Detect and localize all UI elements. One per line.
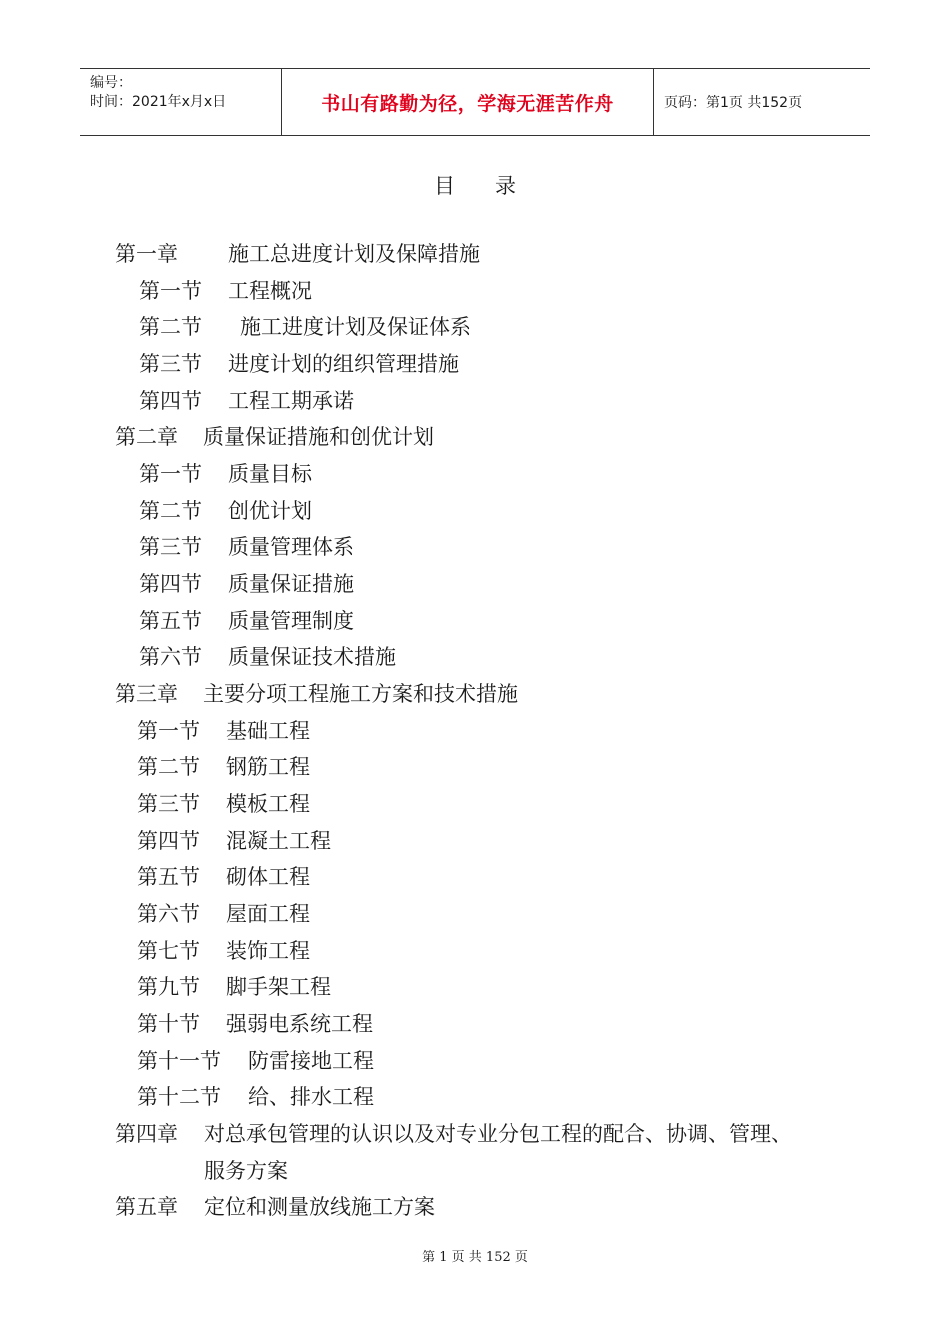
toc-chapter bbox=[115, 419, 434, 455]
toc-text: 施工总进度计划及保障措施 bbox=[228, 242, 480, 266]
toc-text: 给、排水工程 bbox=[248, 1085, 374, 1109]
toc-text: 质量目标 bbox=[228, 462, 312, 486]
page-info: 页码：第1页 共152页 bbox=[664, 95, 803, 111]
toc-text: 钢筋工程 bbox=[226, 755, 310, 779]
toc-number: 第一节 bbox=[137, 719, 200, 743]
toc-number: 第十一节 bbox=[137, 1049, 221, 1073]
toc-section bbox=[137, 896, 310, 932]
toc-section bbox=[139, 346, 459, 382]
page-footer: 第 1 页 共 152 页 bbox=[422, 1250, 528, 1265]
toc-text: 防雷接地工程 bbox=[248, 1049, 374, 1073]
toc-number: 第三节 bbox=[139, 352, 202, 376]
toc-section bbox=[139, 273, 312, 309]
toc-section bbox=[139, 383, 354, 419]
toc-number: 第一节 bbox=[139, 462, 202, 486]
toc-section bbox=[139, 566, 354, 602]
toc-text: 脚手架工程 bbox=[226, 975, 331, 999]
toc-chapter bbox=[115, 676, 518, 712]
toc-section bbox=[137, 749, 310, 785]
toc-number: 第一章 bbox=[115, 242, 178, 266]
toc-number: 第四节 bbox=[137, 829, 200, 853]
toc-section bbox=[137, 823, 331, 859]
toc-text: 强弱电系统工程 bbox=[226, 1012, 373, 1036]
time-label: 时间：2021年x月x日 bbox=[90, 94, 227, 110]
toc-text: 质量保证措施和创优计划 bbox=[203, 425, 434, 449]
number-label: 编号： bbox=[90, 75, 132, 91]
toc-number: 第三章 bbox=[115, 682, 178, 706]
toc-section bbox=[139, 603, 354, 639]
toc-text: 定位和测量放线施工方案 bbox=[204, 1195, 435, 1219]
toc-number: 第四章 bbox=[115, 1122, 178, 1146]
toc-number: 第二章 bbox=[115, 425, 178, 449]
toc-text: 混凝土工程 bbox=[226, 829, 331, 853]
toc-section bbox=[137, 713, 310, 749]
toc-section bbox=[137, 969, 331, 1005]
toc-section bbox=[139, 456, 312, 492]
toc-number: 第五节 bbox=[137, 865, 200, 889]
toc-section bbox=[139, 493, 312, 529]
toc-number: 第四节 bbox=[139, 572, 202, 596]
toc-number: 第十二节 bbox=[137, 1085, 221, 1109]
toc-section bbox=[137, 933, 310, 969]
header-meta-cell bbox=[80, 69, 282, 135]
toc-text: 基础工程 bbox=[226, 719, 310, 743]
toc-text: 对总承包管理的认识以及对专业分包工程的配合、协调、管理、 bbox=[204, 1122, 792, 1146]
toc-number: 第五章 bbox=[115, 1195, 178, 1219]
toc-text: 装饰工程 bbox=[226, 939, 310, 963]
toc-number: 第六节 bbox=[137, 902, 200, 926]
toc-number: 第三节 bbox=[137, 792, 200, 816]
toc-section bbox=[139, 529, 354, 565]
toc-number: 第六节 bbox=[139, 645, 202, 669]
toc-number: 第四节 bbox=[139, 389, 202, 413]
toc-number: 第三节 bbox=[139, 535, 202, 559]
toc-title: 目录 bbox=[434, 174, 556, 198]
toc-section bbox=[139, 639, 396, 675]
toc-text: 工程工期承诺 bbox=[228, 389, 354, 413]
toc-number: 第十节 bbox=[137, 1012, 200, 1036]
toc-section bbox=[137, 786, 310, 822]
toc-section bbox=[137, 1006, 373, 1042]
toc-text: 模板工程 bbox=[226, 792, 310, 816]
toc-text: 质量管理体系 bbox=[228, 535, 354, 559]
toc-number: 第二节 bbox=[137, 755, 200, 779]
toc-text: 创优计划 bbox=[228, 499, 312, 523]
toc-section bbox=[137, 859, 310, 895]
toc-number: 第一节 bbox=[139, 279, 202, 303]
toc-text: 服务方案 bbox=[204, 1159, 288, 1183]
toc-chapter bbox=[115, 236, 480, 272]
toc-section bbox=[137, 1079, 374, 1115]
header-page-cell bbox=[654, 69, 870, 135]
toc-chapter bbox=[115, 1116, 792, 1152]
toc-section bbox=[139, 309, 471, 345]
toc-number: 第九节 bbox=[137, 975, 200, 999]
toc-text: 工程概况 bbox=[228, 279, 312, 303]
toc-text: 质量管理制度 bbox=[228, 609, 354, 633]
toc-text: 屋面工程 bbox=[226, 902, 310, 926]
toc-text: 砌体工程 bbox=[226, 865, 310, 889]
toc-text: 质量保证措施 bbox=[228, 572, 354, 596]
toc-text: 施工进度计划及保证体系 bbox=[240, 315, 471, 339]
toc-number: 第二节 bbox=[139, 499, 202, 523]
toc-text: 质量保证技术措施 bbox=[228, 645, 396, 669]
toc-number: 第七节 bbox=[137, 939, 200, 963]
page-header bbox=[80, 68, 870, 136]
toc-chapter bbox=[115, 1189, 435, 1225]
motto-text: 书山有路勤为径，学海无涯苦作舟 bbox=[321, 92, 614, 115]
toc-section bbox=[137, 1043, 374, 1079]
toc-text: 进度计划的组织管理措施 bbox=[228, 352, 459, 376]
toc-number: 第五节 bbox=[139, 609, 202, 633]
header-motto-cell bbox=[282, 69, 654, 135]
toc-number: 第二节 bbox=[139, 315, 202, 339]
toc-text: 主要分项工程施工方案和技术措施 bbox=[203, 682, 518, 706]
